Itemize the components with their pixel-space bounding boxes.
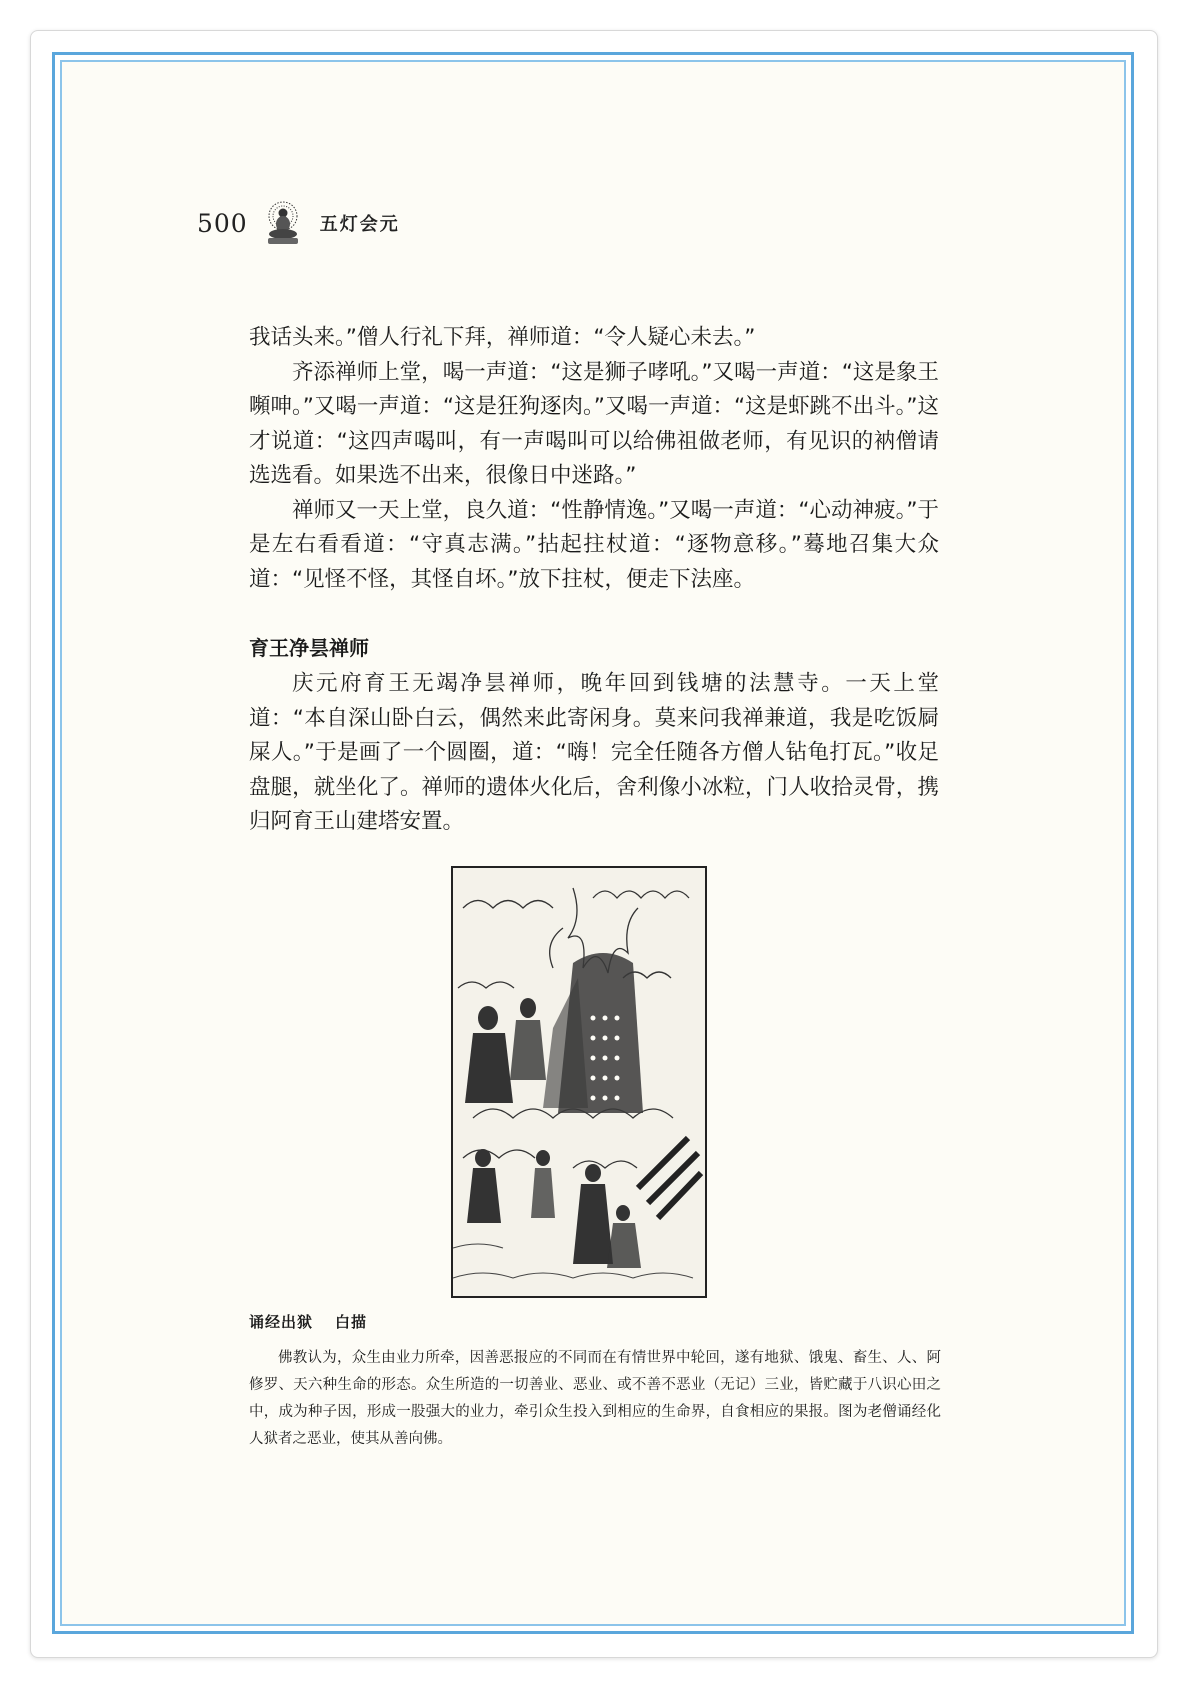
section-title: 育王净昙禅师 [249, 636, 369, 660]
paragraph-3: 禅师又一天上堂，良久道：“性静情逸。”又喝一声道：“心动神疲。”于是左右看看道：“守真志满。”拈起拄杖道：“逐物意移。”蓦地召集大众道：“见怪不怪，其怪自坏。”放下拄杖，便走下法座。 [249, 497, 939, 592]
illustration-artwork [453, 868, 705, 1296]
paragraph-1: 我话头来。”僧人行礼下拜，禅师道：“令人疑心未去。” [249, 325, 756, 350]
figure-style: 白描 [335, 1313, 368, 1331]
page-header [197, 198, 400, 248]
paragraph-4: 庆元府育王无竭净昙禅师，晚年回到钱塘的法慧寺。一天上堂道：“本自深山卧白云，偶然来此寄闲身。莫来问我禅兼道，我是吃饭屙屎人。”于是画了一个圆圈，道：“嗨！完全任随各方僧人钻龟打瓦。”收足盘腿，就坐化了。禅师的遗体火化后，舍利像小冰粒，门人收拾灵骨，携归阿育王山建塔安置。 [249, 671, 939, 834]
main-text [249, 321, 939, 840]
figure-title-text: 诵经出狱 [249, 1313, 314, 1331]
paragraph-2: 齐添禅师上堂，喝一声道：“这是狮子哮吼。”又喝一声道：“这是象王嚬呻。”又喝一声道：“这是狂狗逐肉。”又喝一声道：“这是虾跳不出斗。”这才说道：“这四声喝叫，有一声喝叫可以给佛祖做老师，有见识的衲僧请选选看。如果选不出来，很像日中迷路。” [249, 359, 939, 488]
figure-title [249, 1311, 367, 1332]
woodcut-illustration [451, 866, 707, 1298]
page-number: 500 [197, 208, 248, 238]
figure-caption [249, 1345, 941, 1453]
book-title: 五灯会元 [319, 214, 400, 235]
buddha-emblem-icon [262, 200, 304, 246]
figure-caption-text: 佛教认为，众生由业力所牵，因善恶报应的不同而在有情世界中轮回，遂有地狱、饿鬼、畜生、人、阿修罗、天六种生命的形态。众生所造的一切善业、恶业、或不善不恶业（无记）三业，皆贮藏于八识心田之中，成为种子因，形成一股强大的业力，牵引众生投入到相应的生命界，自食相应的果报。图为老僧诵经化人狱者之恶业，使其从善向佛。 [249, 1350, 941, 1447]
